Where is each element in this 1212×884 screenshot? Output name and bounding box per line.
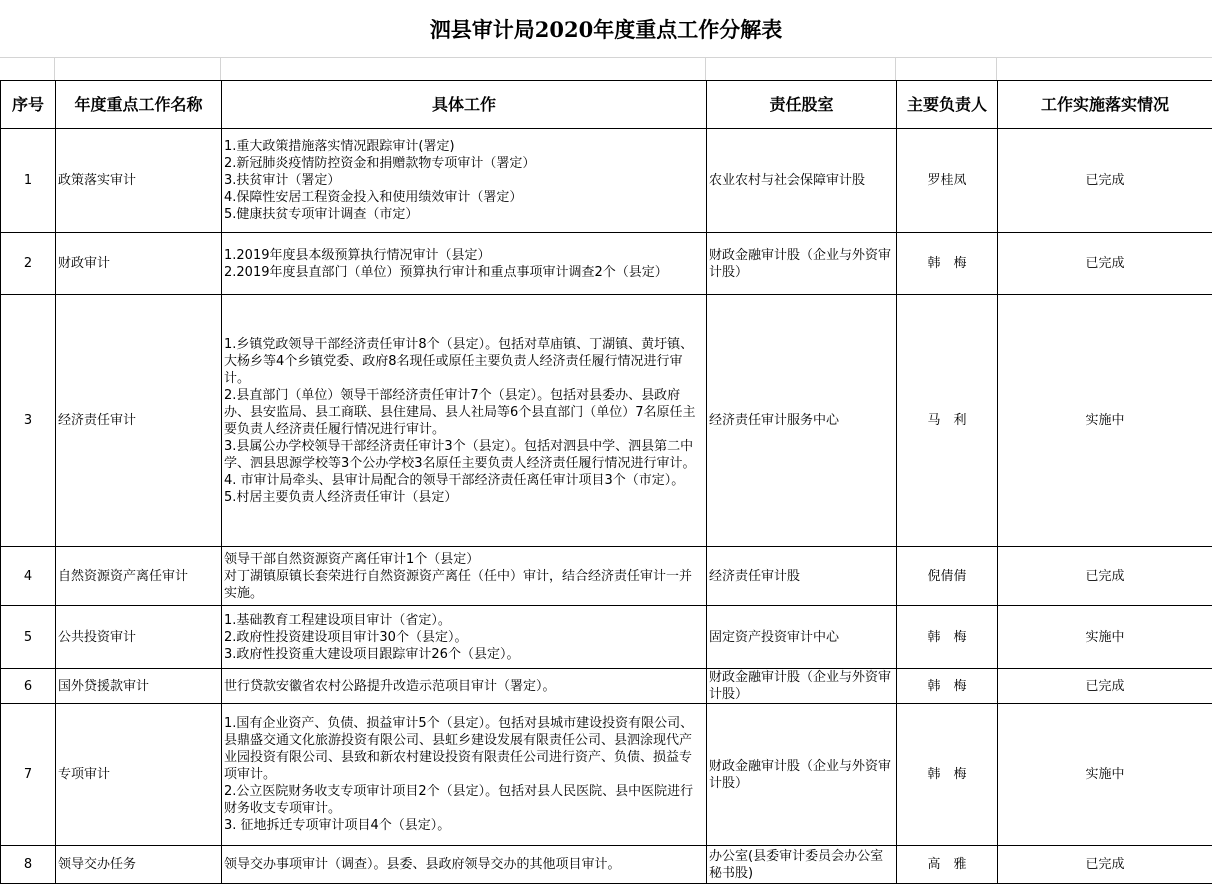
blank-row bbox=[0, 57, 1212, 80]
dept-cell[interactable]: 财政金融审计股（企业与外资审计股） bbox=[707, 704, 897, 846]
work-item: 领导干部自然资源资产离任审计1个（县定） bbox=[224, 551, 480, 567]
table-body bbox=[1, 129, 1212, 884]
header-work[interactable]: 具体工作 bbox=[222, 81, 707, 129]
work-item: 领导交办事项审计（调查）。县委、县政府领导交办的其他项目审计。 bbox=[224, 857, 621, 872]
work-item: 3.县属公办学校领导干部经济责任审计3个（县定）。包括对泗县中学、泗县第二中学、泗县思源学校等3个公办学校3名原任主要负责人经济责任履行情况进行审计。 bbox=[224, 438, 696, 471]
table-row bbox=[1, 295, 1212, 547]
leader-cell[interactable]: 韩 梅 bbox=[897, 606, 998, 669]
dept-cell[interactable]: 农业农村与社会保障审计股 bbox=[707, 129, 897, 233]
work-item: 对丁湖镇原镇长套荣进行自然资源资产离任（任中）审计，结合经济责任审计一并实施。 bbox=[224, 568, 693, 601]
table-row bbox=[1, 547, 1212, 606]
dept-cell[interactable]: 经济责任审计股 bbox=[707, 547, 897, 606]
blank-cell[interactable] bbox=[896, 57, 997, 80]
dept-cell[interactable]: 经济责任审计服务中心 bbox=[707, 295, 897, 547]
seq-cell[interactable]: 1 bbox=[1, 129, 56, 233]
work-detail-cell[interactable] bbox=[222, 606, 707, 669]
leader-cell[interactable]: 倪倩倩 bbox=[897, 547, 998, 606]
work-name-cell[interactable]: 经济责任审计 bbox=[56, 295, 222, 547]
blank-cell[interactable] bbox=[55, 57, 221, 80]
status-cell[interactable]: 实施中 bbox=[998, 704, 1212, 846]
status-cell[interactable]: 实施中 bbox=[998, 295, 1212, 547]
work-item: 2.公立医院财务收支专项审计项目2个（县定）。包括对县人民医院、县中医院进行财务收支专项审计。 bbox=[224, 784, 694, 816]
table-row bbox=[1, 606, 1212, 669]
work-name-cell[interactable]: 财政审计 bbox=[56, 233, 222, 295]
work-table bbox=[0, 80, 1212, 884]
blank-cell[interactable] bbox=[0, 57, 55, 80]
status-cell[interactable]: 已完成 bbox=[998, 233, 1212, 295]
dept-cell[interactable]: 固定资产投资审计中心 bbox=[707, 606, 897, 669]
work-name-cell[interactable]: 自然资源资产离任审计 bbox=[56, 547, 222, 606]
table-row bbox=[1, 846, 1212, 884]
status-cell[interactable]: 已完成 bbox=[998, 547, 1212, 606]
seq-cell[interactable]: 7 bbox=[1, 704, 56, 846]
table-row bbox=[1, 233, 1212, 295]
work-item: 2.新冠肺炎疫情防控资金和捐赠款物专项审计（署定） bbox=[224, 156, 536, 171]
work-item: 2.2019年度县直部门（单位）预算执行审计和重点事项审计调查2个（县定） bbox=[224, 264, 668, 280]
leader-cell[interactable]: 韩 梅 bbox=[897, 669, 998, 704]
leader-cell[interactable]: 韩 梅 bbox=[897, 704, 998, 846]
work-item: 2.县直部门（单位）领导干部经济责任审计7个（县定）。包括对县委办、县政府办、县安监局、县工商联、县住建局、县人社局等6个县直部门（单位）7名原任主要负责人经济责任履行情况进行审计。 bbox=[224, 387, 696, 437]
seq-cell[interactable]: 2 bbox=[1, 233, 56, 295]
work-detail-cell[interactable] bbox=[222, 295, 707, 547]
work-item: 3.扶贫审计（署定） bbox=[224, 173, 341, 188]
header-dept[interactable]: 责任股室 bbox=[707, 81, 897, 129]
work-name-cell[interactable]: 专项审计 bbox=[56, 704, 222, 846]
work-item: 4. 市审计局牵头、县审计局配合的领导干部经济责任离任审计项目3个（市定）。 bbox=[224, 472, 685, 488]
header-row bbox=[1, 81, 1212, 129]
leader-cell[interactable]: 马 利 bbox=[897, 295, 998, 547]
status-cell[interactable]: 已完成 bbox=[998, 669, 1212, 704]
dept-cell[interactable]: 财政金融审计股（企业与外资审计股） bbox=[707, 669, 897, 704]
work-name-cell[interactable]: 领导交办任务 bbox=[56, 846, 222, 884]
seq-cell[interactable]: 4 bbox=[1, 547, 56, 606]
seq-cell[interactable]: 3 bbox=[1, 295, 56, 547]
work-item: 1.基础教育工程建设项目审计（省定）。 bbox=[224, 612, 451, 628]
work-item: 1.2019年度县本级预算执行情况审计（县定） bbox=[224, 247, 491, 263]
seq-cell[interactable]: 6 bbox=[1, 669, 56, 704]
status-cell[interactable]: 已完成 bbox=[998, 846, 1212, 884]
status-cell[interactable]: 已完成 bbox=[998, 129, 1212, 233]
work-item: 2.政府性投资建设项目审计30个（县定）。 bbox=[224, 629, 468, 645]
table-row bbox=[1, 669, 1212, 704]
blank-cell[interactable] bbox=[706, 57, 896, 80]
work-item: 1.乡镇党政领导干部经济责任审计8个（县定）。包括对草庙镇、丁湖镇、黄圩镇、大杨乡等4个乡镇党委、政府8名现任或原任主要负责人经济责任履行情况进行审计。 bbox=[224, 336, 694, 386]
dept-cell[interactable]: 办公室(县委审计委员会办公室秘书股) bbox=[707, 846, 897, 884]
table-row bbox=[1, 129, 1212, 233]
work-name-cell[interactable]: 政策落实审计 bbox=[56, 129, 222, 233]
blank-cell[interactable] bbox=[221, 57, 706, 80]
leader-cell[interactable]: 罗桂凤 bbox=[897, 129, 998, 233]
leader-cell[interactable]: 韩 梅 bbox=[897, 233, 998, 295]
work-detail-cell[interactable] bbox=[222, 129, 707, 233]
sheet-title: 泗县审计局2020年度重点工作分解表 bbox=[0, 0, 1212, 58]
work-item: 4.保障性安居工程资金投入和使用绩效审计（署定） bbox=[224, 190, 523, 205]
work-detail-cell[interactable] bbox=[222, 547, 707, 606]
work-item: 3. 征地拆迁专项审计项目4个（县定）。 bbox=[224, 818, 451, 833]
work-item: 3.政府性投资重大建设项目跟踪审计26个（县定）。 bbox=[224, 646, 520, 662]
header-name[interactable]: 年度重点工作名称 bbox=[56, 81, 222, 129]
work-detail-cell[interactable] bbox=[222, 233, 707, 295]
header-leader[interactable]: 主要负责人 bbox=[897, 81, 998, 129]
work-detail-cell[interactable] bbox=[222, 846, 707, 884]
dept-cell[interactable]: 财政金融审计股（企业与外资审计股） bbox=[707, 233, 897, 295]
work-detail-cell[interactable] bbox=[222, 704, 707, 846]
work-item: 1.国有企业资产、负债、损益审计5个（县定）。包括对县城市建设投资有限公司、县鼎盛交通文化旅游投资有限公司、县虹乡建设发展有限责任公司、县泗涂现代产业园投资有限公司、县致和新农村建设投资有限责任公司进行资产、负债、损益专项审计。 bbox=[224, 716, 694, 782]
work-name-cell[interactable]: 公共投资审计 bbox=[56, 606, 222, 669]
work-item: 5.健康扶贫专项审计调查（市定） bbox=[224, 207, 419, 222]
seq-cell[interactable]: 5 bbox=[1, 606, 56, 669]
header-seq[interactable]: 序号 bbox=[1, 81, 56, 129]
header-status[interactable]: 工作实施落实情况 bbox=[998, 81, 1212, 129]
work-item: 世行贷款安徽省农村公路提升改造示范项目审计（署定）。 bbox=[224, 678, 556, 694]
work-item: 1.重大政策措施落实情况跟踪审计(署定) bbox=[224, 139, 455, 154]
work-item: 5.村居主要负责人经济责任审计（县定） bbox=[224, 489, 458, 505]
work-detail-cell[interactable] bbox=[222, 669, 707, 704]
table-row bbox=[1, 704, 1212, 846]
leader-cell[interactable]: 高 雅 bbox=[897, 846, 998, 884]
work-name-cell[interactable]: 国外贷援款审计 bbox=[56, 669, 222, 704]
status-cell[interactable]: 实施中 bbox=[998, 606, 1212, 669]
seq-cell[interactable]: 8 bbox=[1, 846, 56, 884]
